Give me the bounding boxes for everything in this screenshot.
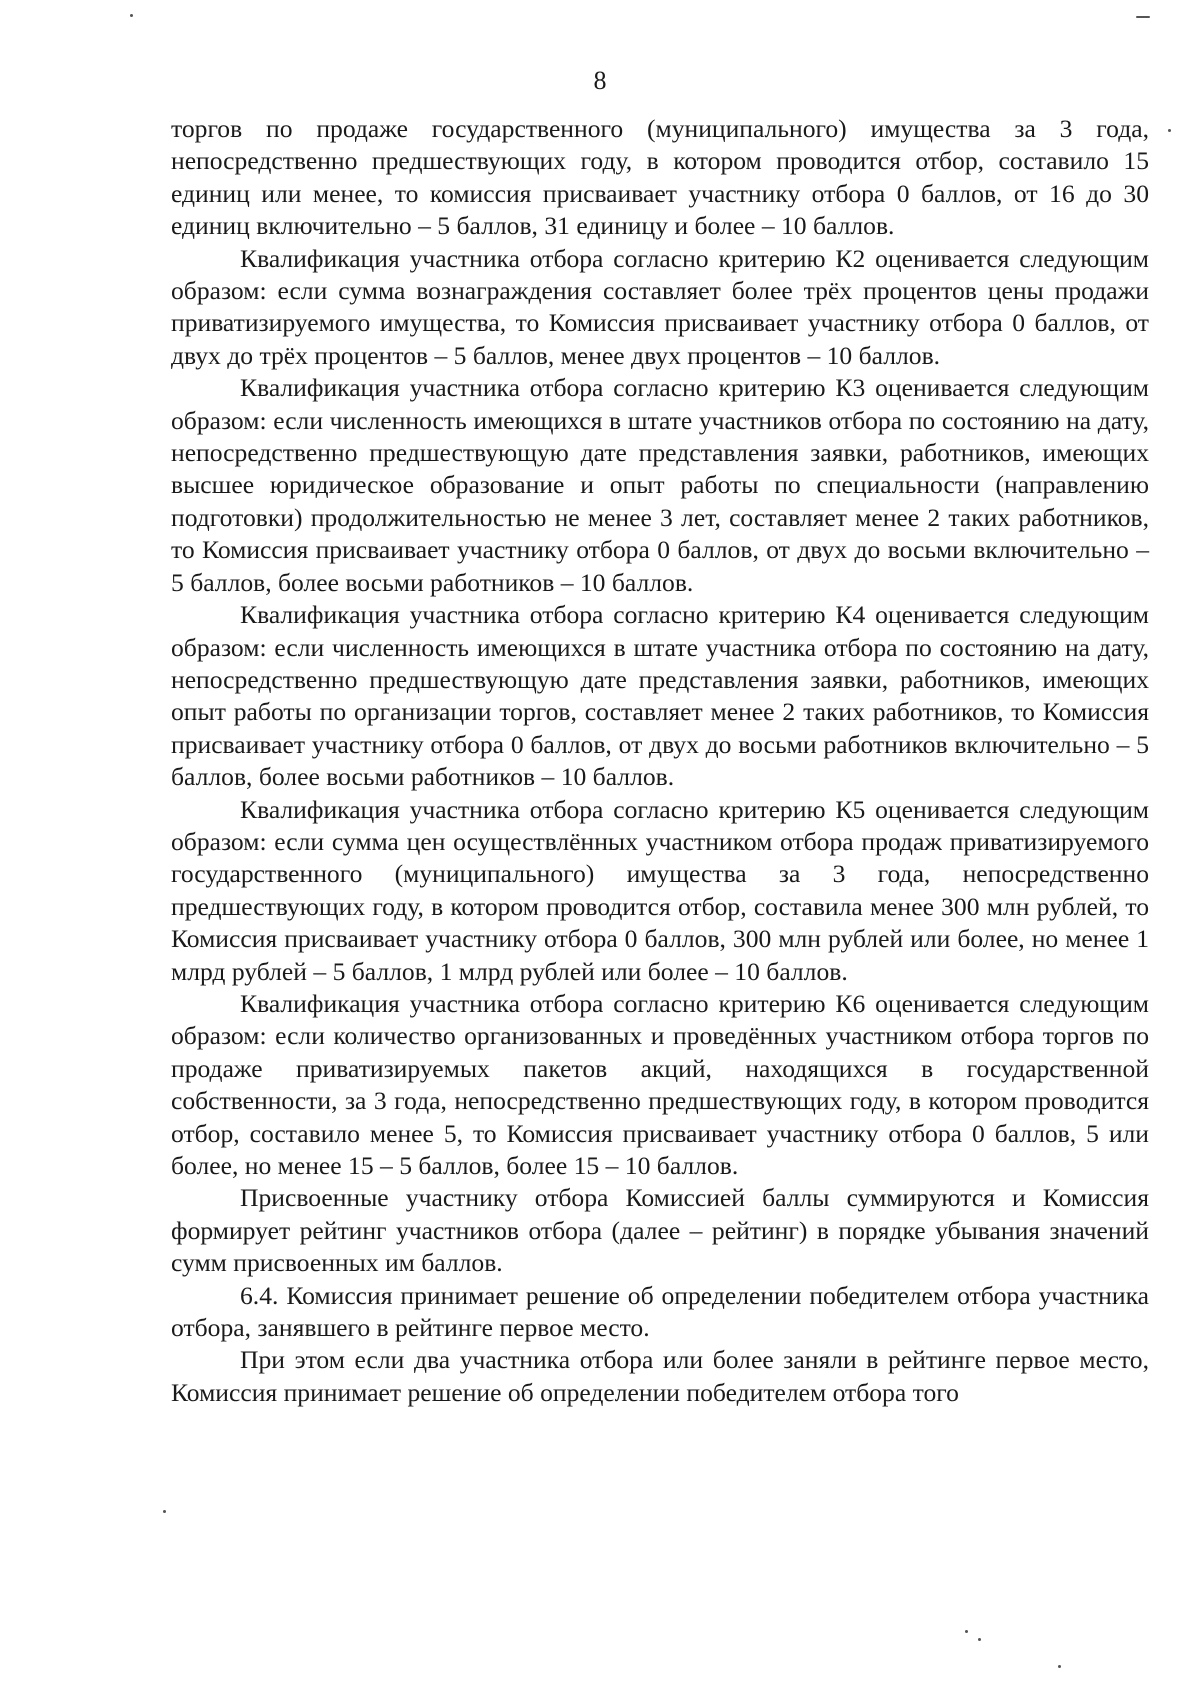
scan-speck: [965, 1630, 968, 1633]
scan-speck: [130, 14, 133, 17]
scan-speck: [978, 1638, 981, 1641]
paragraph: Квалификация участника отбора согласно критерию К6 оценивается следующим образом: если количество организованных и проведённых участником отбора торгов по продаже приватизируемых пакетов акций, находящихся в государственной собственности, за 3 года, непосредственно предшествующих году, в котором проводится отбор, составило менее 5, то Комиссия присваивает участнику отбора 0 баллов, 5 или более, но менее 15 – 5 баллов, более 15 – 10 баллов.: [171, 988, 1149, 1180]
paragraph: Квалификация участника отбора согласно критерию К5 оценивается следующим образом: если сумма цен осуществлённых участником отбора продаж приватизируемого государственного (муниципального) имущества за 3 года, непосредственно предшествующих году, в котором проводится отбор, составила менее 300 млн рублей, то Комиссия присваивает участнику отбора 0 баллов, 300 млн рублей или более, но менее 1 млрд рублей – 5 баллов, 1 млрд рублей или более – 10 баллов.: [171, 794, 1149, 986]
page-number: 8: [593, 66, 607, 95]
paragraph: Присвоенные участнику отбора Комиссией баллы суммируются и Комиссия формирует рейтинг участников отбора (далее – рейтинг) в порядке убывания значений сумм присвоенных им баллов.: [171, 1183, 1149, 1278]
scan-speck: [1136, 16, 1150, 18]
document-body: [171, 113, 1149, 1409]
paragraph: Квалификация участника отбора согласно критерию К3 оценивается следующим образом: если численность имеющихся в штате участников отбора по состоянию на дату, непосредственно предшествующую дате представления заявки, работников, имеющих высшее юридическое образование и опыт работы по специальности (направлению подготовки) продолжительностью не менее 3 лет, составляет менее 2 таких работников, то Комиссия присваивает участнику отбора 0 баллов, от двух до восьми включительно – 5 баллов, более восьми работников – 10 баллов.: [171, 373, 1149, 597]
paragraph: Квалификация участника отбора согласно критерию К4 оценивается следующим образом: если численность имеющихся в штате участника отбора по состоянию на дату, непосредственно предшествующую дате представления заявки, работников, имеющих опыт работы по организации торгов, составляет менее 2 таких работников, то Комиссия присваивает участнику отбора 0 баллов, от двух до восьми работников включительно – 5 баллов, более восьми работников – 10 баллов.: [171, 600, 1149, 792]
paragraph: При этом если два участника отбора или более заняли в рейтинге первое место, Комиссия принимает решение об определении победителем отбора того: [171, 1345, 1149, 1407]
paragraph: Квалификация участника отбора согласно критерию К2 оценивается следующим образом: если сумма вознаграждения составляет более трёх процентов цены продажи приватизируемого имущества, то Комиссия присваивает участнику отбора 0 баллов, от двух до трёх процентов – 5 баллов, менее двух процентов – 10 баллов.: [171, 243, 1149, 370]
paragraph: 6.4. Комиссия принимает решение об определении победителем отбора участника отбора, занявшего в рейтинге первое место.: [171, 1280, 1149, 1343]
scan-speck: [1168, 129, 1171, 132]
scan-speck: [1058, 1665, 1061, 1668]
paragraph: торгов по продаже государственного (муниципального) имущества за 3 года, непосредственно предшествующих году, в котором проводится отбор, составило 15 единиц или менее, то комиссия присваивает участнику отбора 0 баллов, от 16 до 30 единиц включительно – 5 баллов, 31 единицу и более – 10 баллов.: [171, 114, 1149, 241]
scan-speck: [163, 1510, 166, 1513]
